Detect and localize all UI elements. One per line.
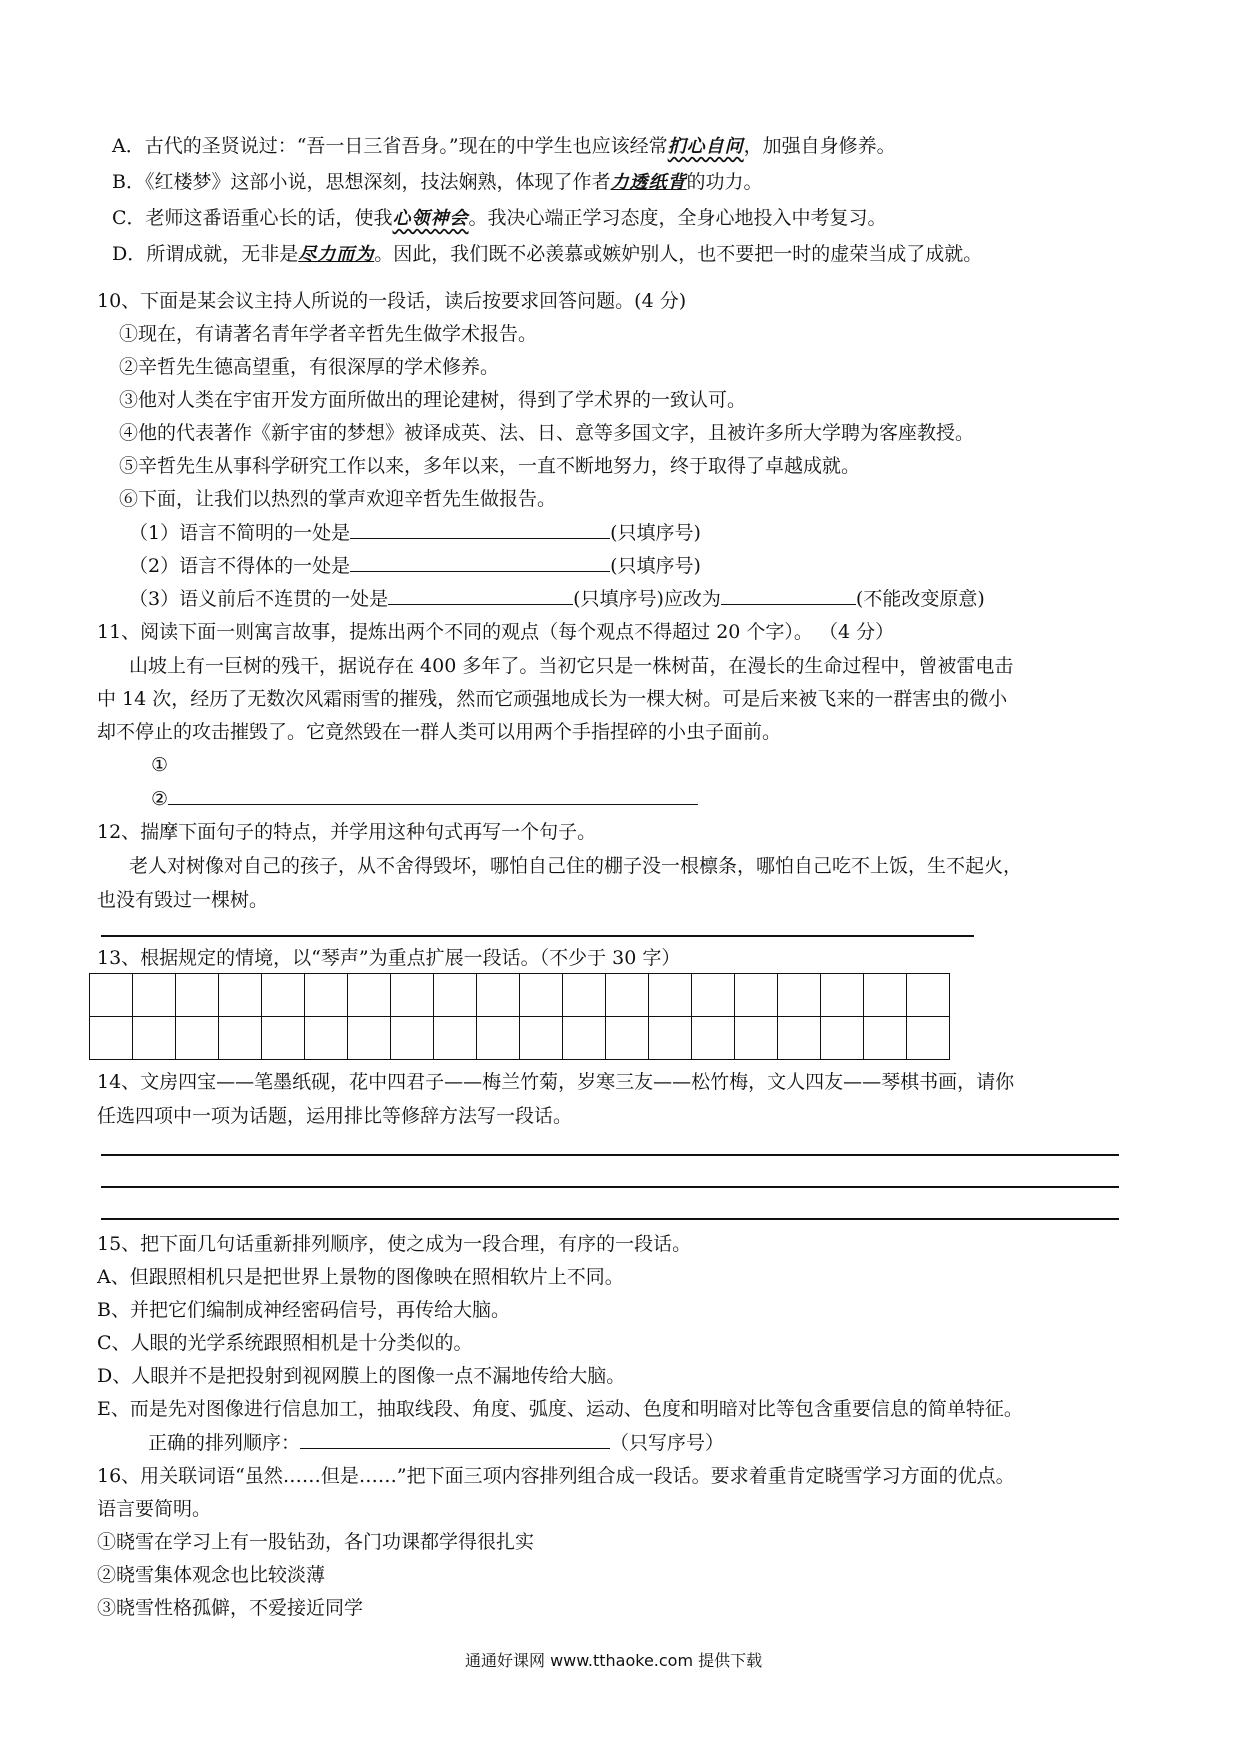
q13-grid-cell[interactable] [477, 1017, 520, 1060]
q13-grid-cell[interactable] [434, 1017, 477, 1060]
q13-grid-cell[interactable] [133, 1017, 176, 1060]
q13-grid-cell[interactable] [305, 1017, 348, 1060]
q15-title: 15、把下面几句话重新排列顺序，使之成为一段合理，有序的一段话。 [97, 1233, 692, 1255]
q13-grid-cell[interactable] [348, 974, 391, 1017]
q13-grid-cell[interactable] [133, 974, 176, 1017]
q14-answer-line-3[interactable] [101, 1218, 1119, 1220]
q12-example-line-1: 老人对树像对自己的孩子，从不舍得毁坏，哪怕自己住的棚子没一根檩条，哪怕自己吃不上饭，生不起火， [129, 855, 1023, 877]
q13-grid-cell[interactable] [864, 974, 907, 1017]
q14-line-1: 14、文房四宝——笔墨纸砚，花中四君子——梅兰竹菊，岁寒三友——松竹梅，文人四友——琴棋书画，请你 [97, 1071, 1015, 1093]
q11-view-1-marker: ① [151, 754, 169, 776]
q16-line-2: 语言要简明。 [97, 1498, 212, 1520]
q13-grid-cell[interactable] [391, 1017, 434, 1060]
q9-option-b-idiom: 力透纸背 [610, 172, 687, 193]
q13-grid-cell[interactable] [262, 974, 305, 1017]
q15-sentence-e: E、而是先对图像进行信息加工，抽取线段、角度、弧度、运动、色度和明暗对比等包含重要信息的简单特征。 [97, 1398, 1023, 1420]
q12-answer-line[interactable] [101, 935, 974, 937]
q13-grid-cell[interactable] [821, 974, 864, 1017]
q13-grid-cell[interactable] [520, 974, 563, 1017]
q13-grid-cell[interactable] [477, 974, 520, 1017]
q11-view-2-answer-line[interactable] [168, 786, 698, 805]
q9-option-b [112, 170, 762, 195]
q15-order-note: （只写序号） [610, 1432, 725, 1454]
q15-order-answer-blank[interactable] [300, 1430, 610, 1449]
q9-option-c-rest: 。我决心端正学习态度，全身心地投入中考复习。 [468, 207, 887, 229]
q13-grid-cell[interactable] [692, 1017, 735, 1060]
q13-grid-cell[interactable] [434, 974, 477, 1017]
q13-grid-cell[interactable] [176, 1017, 219, 1060]
q13-grid-cell[interactable] [520, 1017, 563, 1060]
q10-part-3-mid: (只填序号)应改为 [573, 588, 721, 610]
q13-grid-cell[interactable] [735, 1017, 778, 1060]
q13-grid-cell[interactable] [563, 1017, 606, 1060]
q13-grid-cell[interactable] [262, 1017, 305, 1060]
q10-part-2-note: (只填序号) [610, 555, 701, 577]
q14-answer-line-2[interactable] [101, 1186, 1119, 1188]
q10-part-1-answer-blank[interactable] [350, 520, 610, 539]
q10-part-1 [129, 520, 701, 545]
q13-grid-cell[interactable] [176, 974, 219, 1017]
q13-grid-cell[interactable] [778, 974, 821, 1017]
q10-part-3-note: (不能改变原意) [855, 588, 985, 610]
q13-grid-cell[interactable] [735, 974, 778, 1017]
q9-option-a [112, 134, 896, 159]
q9-option-c-text: C．老师这番语重心长的话，使我 [112, 207, 393, 229]
q13-grid-cell[interactable] [821, 1017, 864, 1060]
q9-option-d [112, 242, 982, 267]
q10-sentence-4: ④他的代表著作《新宇宙的梦想》被译成英、法、日、意等多国文字，且被许多所大学聘为客座教授。 [119, 422, 975, 444]
q16-item-1: ①晓雪在学习上有一股钻劲，各门功课都学得很扎实 [97, 1531, 535, 1553]
q13-grid-cell[interactable] [305, 974, 348, 1017]
q9-option-d-text: D．所谓成就，无非是 [112, 243, 299, 265]
q13-grid-cell[interactable] [692, 974, 735, 1017]
q10-sentence-5: ⑤辛哲先生从事科学研究工作以来，多年以来，一直不断地努力，终于取得了卓越成就。 [119, 455, 861, 477]
q15-order [148, 1430, 724, 1455]
q10-part-1-note: (只填序号) [610, 522, 701, 544]
q16-line-1: 16、用关联词语“虽然……但是……”把下面三项内容排列组合成一段话。要求着重肯定晓雪学习方面的优点。 [97, 1465, 1015, 1487]
q9-option-c-idiom: 心领神会 [392, 208, 469, 229]
q13-grid-cell[interactable] [90, 1017, 133, 1060]
q11-story-line-3: 却不停止的攻击摧毁了。它竟然毁在一群人类可以用两个手指捏碎的小虫子面前。 [97, 721, 782, 743]
q9-option-d-idiom: 尽力而为 [298, 244, 375, 265]
q9-option-b-rest: 的功力。 [686, 171, 763, 193]
q10-sentence-1: ①现在，有请著名青年学者辛哲先生做学术报告。 [119, 323, 538, 345]
q11-title: 11、阅读下面一则寓言故事，提炼出两个不同的观点（每个观点不得超过 20 个字）。 （4 分） [97, 621, 895, 643]
q10-part-3 [129, 586, 985, 611]
q10-sentence-2: ②辛哲先生德高望重，有很深厚的学术修养。 [119, 356, 500, 378]
q12-title: 12、揣摩下面句子的特点，并学用这种句式再写一个句子。 [97, 821, 597, 843]
q10-part-3-label: （3）语义前后不连贯的一处是 [129, 588, 389, 610]
q13-grid-cell[interactable] [391, 974, 434, 1017]
q13-grid-cell[interactable] [778, 1017, 821, 1060]
q10-sentence-6: ⑥下面，让我们以热烈的掌声欢迎辛哲先生做报告。 [119, 488, 557, 510]
q10-part-2-answer-blank[interactable] [350, 553, 610, 572]
q10-sentence-3: ③他对人类在宇宙开发方面所做出的理论建树，得到了学术界的一致认可。 [119, 389, 747, 411]
q15-sentence-c: C、人眼的光学系统跟照相机是十分类似的。 [97, 1332, 473, 1354]
page-footer: 通通好课网 www.tthaoke.com 提供下载 [465, 1651, 763, 1670]
q13-grid-cell[interactable] [219, 1017, 262, 1060]
q13-grid-row [90, 1017, 950, 1060]
q13-grid-row [90, 974, 950, 1017]
q13-grid-cell[interactable] [606, 974, 649, 1017]
q9-option-a-text: A．古代的圣贤说过：“吾一日三省吾身。”现在的中学生也应该经常 [112, 135, 668, 157]
q13-title: 13、根据规定的情境，以“琴声”为重点扩展一段话。（不少于 30 字） [97, 947, 681, 969]
q13-grid-cell[interactable] [563, 974, 606, 1017]
q10-part-1-label: （1）语言不简明的一处是 [129, 522, 351, 544]
q14-answer-line-1[interactable] [101, 1154, 1119, 1156]
q9-option-a-idiom: 扪心自问 [667, 136, 744, 157]
q11-story-line-2: 中 14 次，经历了无数次风霜雨雪的摧残，然而它顽强地成长为一棵大树。可是后来被飞来的一群害虫的微小 [97, 688, 1008, 710]
q14-line-2: 任选四项中一项为话题，运用排比等修辞方法写一段话。 [97, 1105, 573, 1127]
q13-grid-cell[interactable] [348, 1017, 391, 1060]
q13-writing-grid[interactable] [89, 973, 950, 1060]
q10-part-3-rewrite-blank[interactable] [721, 586, 856, 605]
q9-option-c [112, 206, 887, 231]
q13-grid-cell[interactable] [907, 1017, 950, 1060]
q9-option-d-rest: 。因此，我们既不必羡慕或嫉妒别人，也不要把一时的虚荣当成了成就。 [374, 243, 983, 265]
q9-option-b-text: B．《红楼梦》这部小说，思想深刻，技法娴熟，体现了作者 [112, 171, 611, 193]
q13-grid-cell[interactable] [219, 974, 262, 1017]
q13-grid-cell[interactable] [907, 974, 950, 1017]
q10-part-2 [129, 553, 701, 578]
q13-grid-cell[interactable] [649, 1017, 692, 1060]
q16-item-3: ③晓雪性格孤僻，不爱接近同学 [97, 1597, 364, 1619]
q10-part-3-number-blank[interactable] [388, 586, 573, 605]
q15-sentence-d: D、人眼并不是把投射到视网膜上的图像一点不漏地传给大脑。 [97, 1365, 626, 1387]
q13-grid-cell[interactable] [864, 1017, 907, 1060]
q10-part-2-label: （2）语言不得体的一处是 [129, 555, 351, 577]
q11-view-2 [151, 786, 698, 811]
q15-sentence-b: B、并把它们编制成神经密码信号，再传给大脑。 [97, 1299, 510, 1321]
q13-grid-cell[interactable] [649, 974, 692, 1017]
q15-order-label: 正确的排列顺序： [148, 1432, 301, 1454]
q16-item-2: ②晓雪集体观念也比较淡薄 [97, 1564, 326, 1586]
q15-sentence-a: A、但跟照相机只是把世界上景物的图像映在照相软片上不同。 [97, 1266, 624, 1288]
q11-story-line-1: 山坡上有一巨树的残干，据说存在 400 多年了。当初它只是一株树苗，在漫长的生命过程中，曾被雷电击 [129, 655, 1014, 677]
q11-view-2-marker: ② [151, 788, 169, 810]
q13-grid-cell[interactable] [606, 1017, 649, 1060]
q9-option-a-rest: ，加强自身修养。 [743, 135, 896, 157]
q13-grid-cell[interactable] [90, 974, 133, 1017]
q10-title: 10、下面是某会议主持人所说的一段话，读后按要求回答问题。(4 分) [97, 290, 687, 312]
q12-example-line-2: 也没有毁过一棵树。 [97, 889, 269, 911]
